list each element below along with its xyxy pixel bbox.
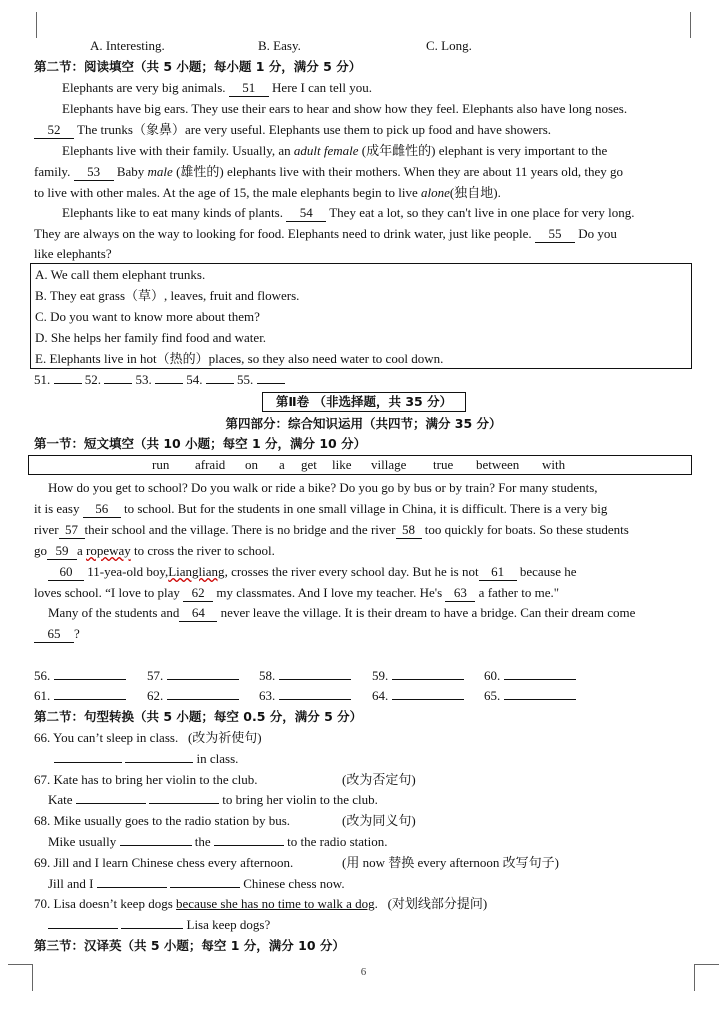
answer-60: 60. [484,668,576,684]
word-bank-item: get [301,457,317,472]
passage-line: They are always on the way to looking for food. Elephants need to drink water, just like people. 55 Do you [34,226,617,241]
blank-63[interactable]: 63 [445,585,475,602]
options-box [30,263,692,369]
passage-line: 52 The trunks（象鼻）are very useful. Elephants use them to pick up food and have showers. [34,122,551,139]
answer-63: 63. [259,688,351,704]
option-c: C. Do you want to know more about them? [35,309,260,324]
passage-line: loves school. “I love to play 62 my classmates. And I love my teacher. He's 63 a father to me." [34,585,560,600]
answer-65: 65. [484,688,576,704]
blank-53[interactable]: 53 [74,164,114,181]
word-bank-item: run [152,457,170,472]
option-a: A. We call them elephant trunks. [35,267,206,282]
section-heading: 第二节：阅读填空（共 5 小题；每小题 1 分，满分 5 分） [34,59,362,74]
word-bank-item: village [371,457,407,472]
word-bank-item: true [433,457,454,472]
word-bank-item: between [476,457,520,472]
answer-61: 61. [34,688,126,704]
word-bank-item: like [332,457,352,472]
passage-line: Elephants like to eat many kinds of plants. 54 They eat a lot, so they can't live in one place for very long. [62,205,635,220]
passage-line: it is easy 56 to school. But for the students in one small village in China, it is difficult. There is a very big [34,501,608,516]
answer-62: 62. [147,688,239,704]
blank-54[interactable]: 54 [286,205,326,222]
blank-52[interactable]: 52 [34,122,74,139]
question-69-note: (用 now 替换 every afternoon 改写句子) [342,855,559,870]
corner-mark [690,12,713,38]
section-heading: 第二节：句型转换（共 5 小题；每空 0.5 分，满分 5 分） [34,709,363,724]
option-e: E. Elephants live in hot（热的）places, so they also need water to cool down. [35,351,444,366]
word-bank-item: afraid [195,457,226,472]
answer-blank[interactable] [257,383,285,384]
passage-line: Elephants have big ears. They use their ears to hear and show how they feel. Elephants also have long noses. [62,101,628,116]
word-bank-item: with [542,457,566,472]
blank-58[interactable]: 58 [396,522,422,539]
answer-blank[interactable] [206,383,234,384]
passage-line: go 59 a ropeway to cross the river to school. [34,543,275,558]
blank-59[interactable]: 59 [47,543,77,560]
answer-row: 51. 52. 53. 54. 55. [34,372,285,388]
answer-blank[interactable] [54,383,82,384]
section-heading: 第三节：汉译英（共 5 小题；每空 1 分，满分 10 分） [34,938,345,953]
question-68-note: (改为同义句) [342,813,416,828]
blank-57[interactable]: 57 [59,522,85,539]
question-70: 70. Lisa doesn’t keep dogs because she has no time to walk a dog. (对划线部分提问) [34,896,488,911]
section-heading: 第一节：短文填空（共 10 小题；每空 1 分，满分 10 分） [34,436,367,451]
question-68: 68. Mike usually goes to the radio station by bus. [34,813,291,828]
prev-option-b: B. Easy. [258,38,301,53]
passage-line: family. 53 Baby male (雄性的) elephants live with their mothers. When they are about 11 years old, they go [34,164,624,179]
blank-51[interactable]: 51 [229,80,269,97]
passage-line: 65 ? [34,626,80,643]
question-69-answer: Jill and I Chinese chess now. [48,876,345,891]
blank-56[interactable]: 56 [83,501,121,518]
question-66: 66. You can’t sleep in class. (改为祈使句) [34,730,262,745]
question-66-answer: in class. [54,751,238,767]
blank-60[interactable]: 60 [48,564,84,581]
corner-mark [14,12,37,38]
answer-56: 56. [34,668,126,684]
blank-65[interactable]: 65 [34,626,74,643]
question-67: 67. Kate has to bring her violin to the club. [34,772,258,787]
passage-line: like elephants? [34,246,112,261]
question-67-note: (改为否定句) [342,772,416,787]
page-number: 6 [360,966,367,978]
answer-blank[interactable] [155,383,183,384]
blank-64[interactable]: 64 [179,605,217,622]
option-d: D. She helps her family find food and water. [35,330,267,345]
answer-58: 58. [259,668,351,684]
passage-line: river 57 their school and the village. There is no bridge and the river 58 too quickly for boats. So these students [34,522,629,537]
prev-option-a: A. Interesting. [90,38,165,53]
answer-57: 57. [147,668,239,684]
part-title: 第四部分：综合知识运用（共四节；满分 35 分） [225,416,502,431]
option-b: B. They eat grass（草）, leaves, fruit and flowers. [35,288,300,303]
question-68-answer: Mike usually the to the radio station. [48,834,388,849]
word-bank-item: a [279,457,285,472]
blank-61[interactable]: 61 [479,564,517,581]
passage-line: 60 11-yea-old boy,Liangliang, crosses the river every school day. But he is not 61 because he [48,564,577,581]
word-bank-item: on [245,457,258,472]
question-67-answer: Kate to bring her violin to the club. [48,792,378,807]
passage-line: Many of the students and 64 never leave the village. It is their dream to have a bridge. Can their dream come [48,605,636,620]
answer-59: 59. [372,668,464,684]
blank-55[interactable]: 55 [535,226,575,243]
answer-blank[interactable] [104,383,132,384]
prev-option-c: C. Long. [426,38,472,53]
volume-title: 第Ⅱ卷 （非选择题，共 35 分） [262,392,466,412]
passage-line: to live with other males. At the age of 15, the male elephants begin to live alone(独自地). [34,185,501,200]
passage-line: Elephants are very big animals. 51 Here I can tell you. [62,80,373,95]
passage-line: How do you get to school? Do you walk or ride a bike? Do you go by bus or by train? For many students, [48,480,598,495]
blank-62[interactable]: 62 [183,585,213,602]
word-bank [28,455,692,475]
question-69: 69. Jill and I learn Chinese chess every afternoon. [34,855,294,870]
answer-64: 64. [372,688,464,704]
question-70-answer: Lisa keep dogs? [48,917,270,933]
passage-line: Elephants live with their family. Usually, an adult female (成年雌性的) elephant is very important to the [62,143,608,158]
